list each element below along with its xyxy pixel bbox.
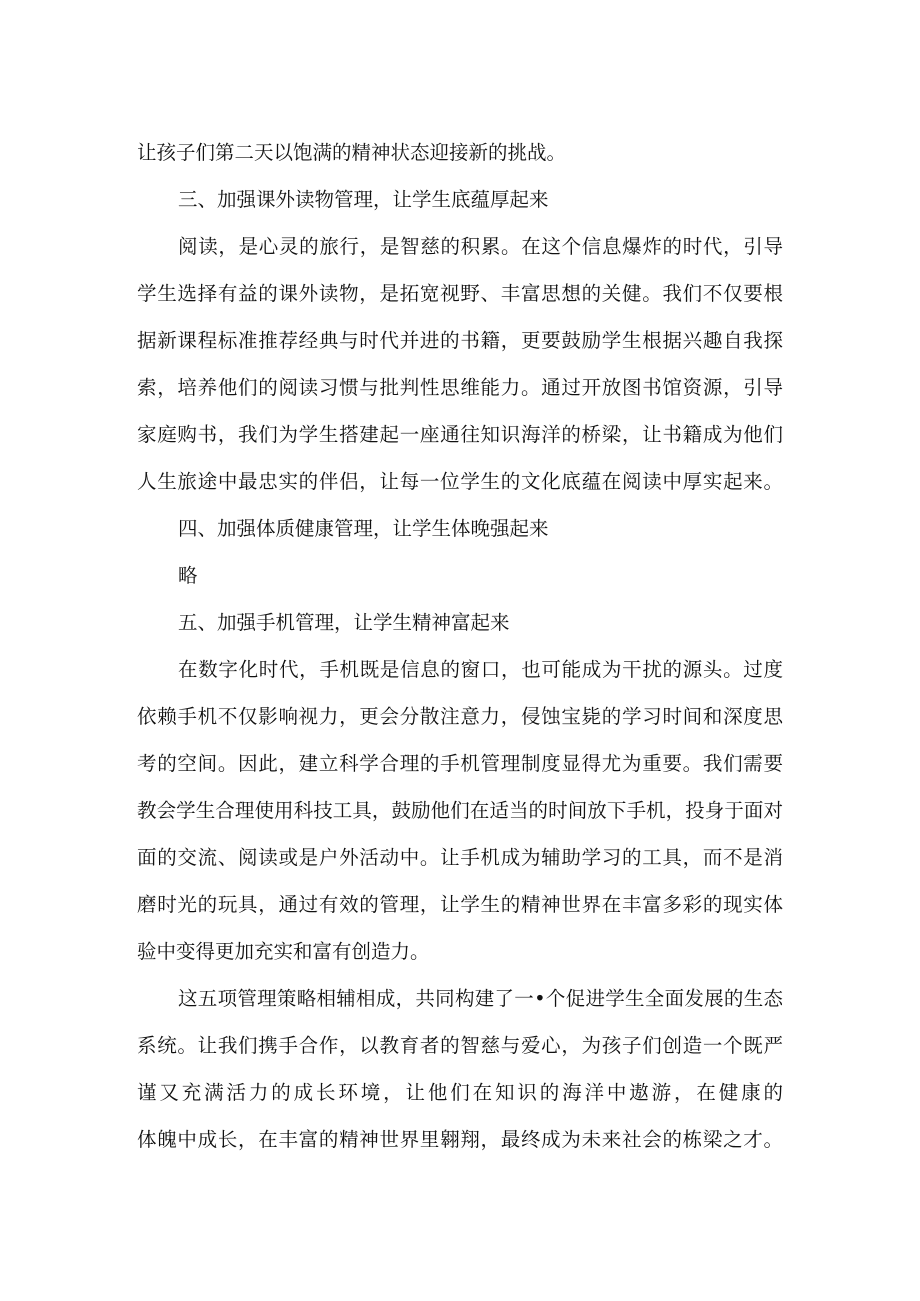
text-line: 人生旅途中最忠实的伴侣，让每一位学生的文化底蕴在阅读中厚实起来。	[137, 470, 784, 493]
text-line: 教会学生合理使用科技工具，鼓励他们在适当的时间放下手机，投身于面对	[137, 799, 784, 822]
text-line: 谨又充满活力的成长环境，让他们在知识的海洋中遨游，在健康的	[137, 1081, 786, 1104]
text-line: 学生选择有益的课外读物，是拓宽视野、丰富思想的关健。我们不仅要根	[137, 282, 784, 305]
text-line: 家庭购书，我们为学生搭建起一座通往知识海洋的桥梁，让书籍成为他们	[137, 423, 784, 446]
text-line: 依赖手机不仅影响视力，更会分散注意力，侵蚀宝毙的学习时间和深度思	[137, 705, 784, 728]
text-line: 磨时光的玩具，通过有效的管理，让学生的精神世界在丰富多彩的现实体	[137, 893, 784, 916]
text-line: 索，培养他们的阅读习惯与批判性思维能力。通过开放图书馆资源，引导	[137, 376, 784, 399]
section-heading: 五、加强手机管理，让学生精神富起来	[178, 611, 510, 634]
text-line: 体魄中成长，在丰富的精神世界里翱翔，最终成为未来社会的栋梁之才。	[137, 1128, 784, 1151]
text-line: 略	[178, 564, 198, 587]
text-line: 系统。让我们携手合作，以教育者的智慈与爱心，为孩子们创造一个既严	[137, 1034, 784, 1057]
text-line: 在数字化时代，手机既是信息的窗口，也可能成为干扰的源头。过度	[178, 658, 784, 681]
text-line: 这五项管理策略相辅相成，共同构建了一•个促进学生全面发展的生态	[178, 987, 784, 1010]
text-line: 面的交流、阅读或是户外活动中。让手机成为辅助学习的工具，而不是消	[137, 846, 784, 869]
text-line: 让孩子们第二天以饱满的精神状态迎接新的挑战。	[137, 141, 567, 164]
section-heading: 四、加强体质健康管理，让学生体晚强起来	[178, 517, 549, 540]
section-heading: 三、加强课外读物管理，让学生底蕴厚起来	[178, 188, 549, 211]
text-line: 考的空间。因此，建立科学合理的手机管理制度显得尤为重要。我们需要	[137, 752, 784, 775]
text-line: 阅读，是心灵的旅行，是智慈的积累。在这个信息爆炸的时代，引导	[178, 235, 784, 258]
text-line: 据新课程标准推荐经典与时代并进的书籍，更要鼓励学生根据兴趣自我探	[137, 329, 784, 352]
text-line: 验中变得更加充实和富有创造力。	[137, 940, 430, 963]
